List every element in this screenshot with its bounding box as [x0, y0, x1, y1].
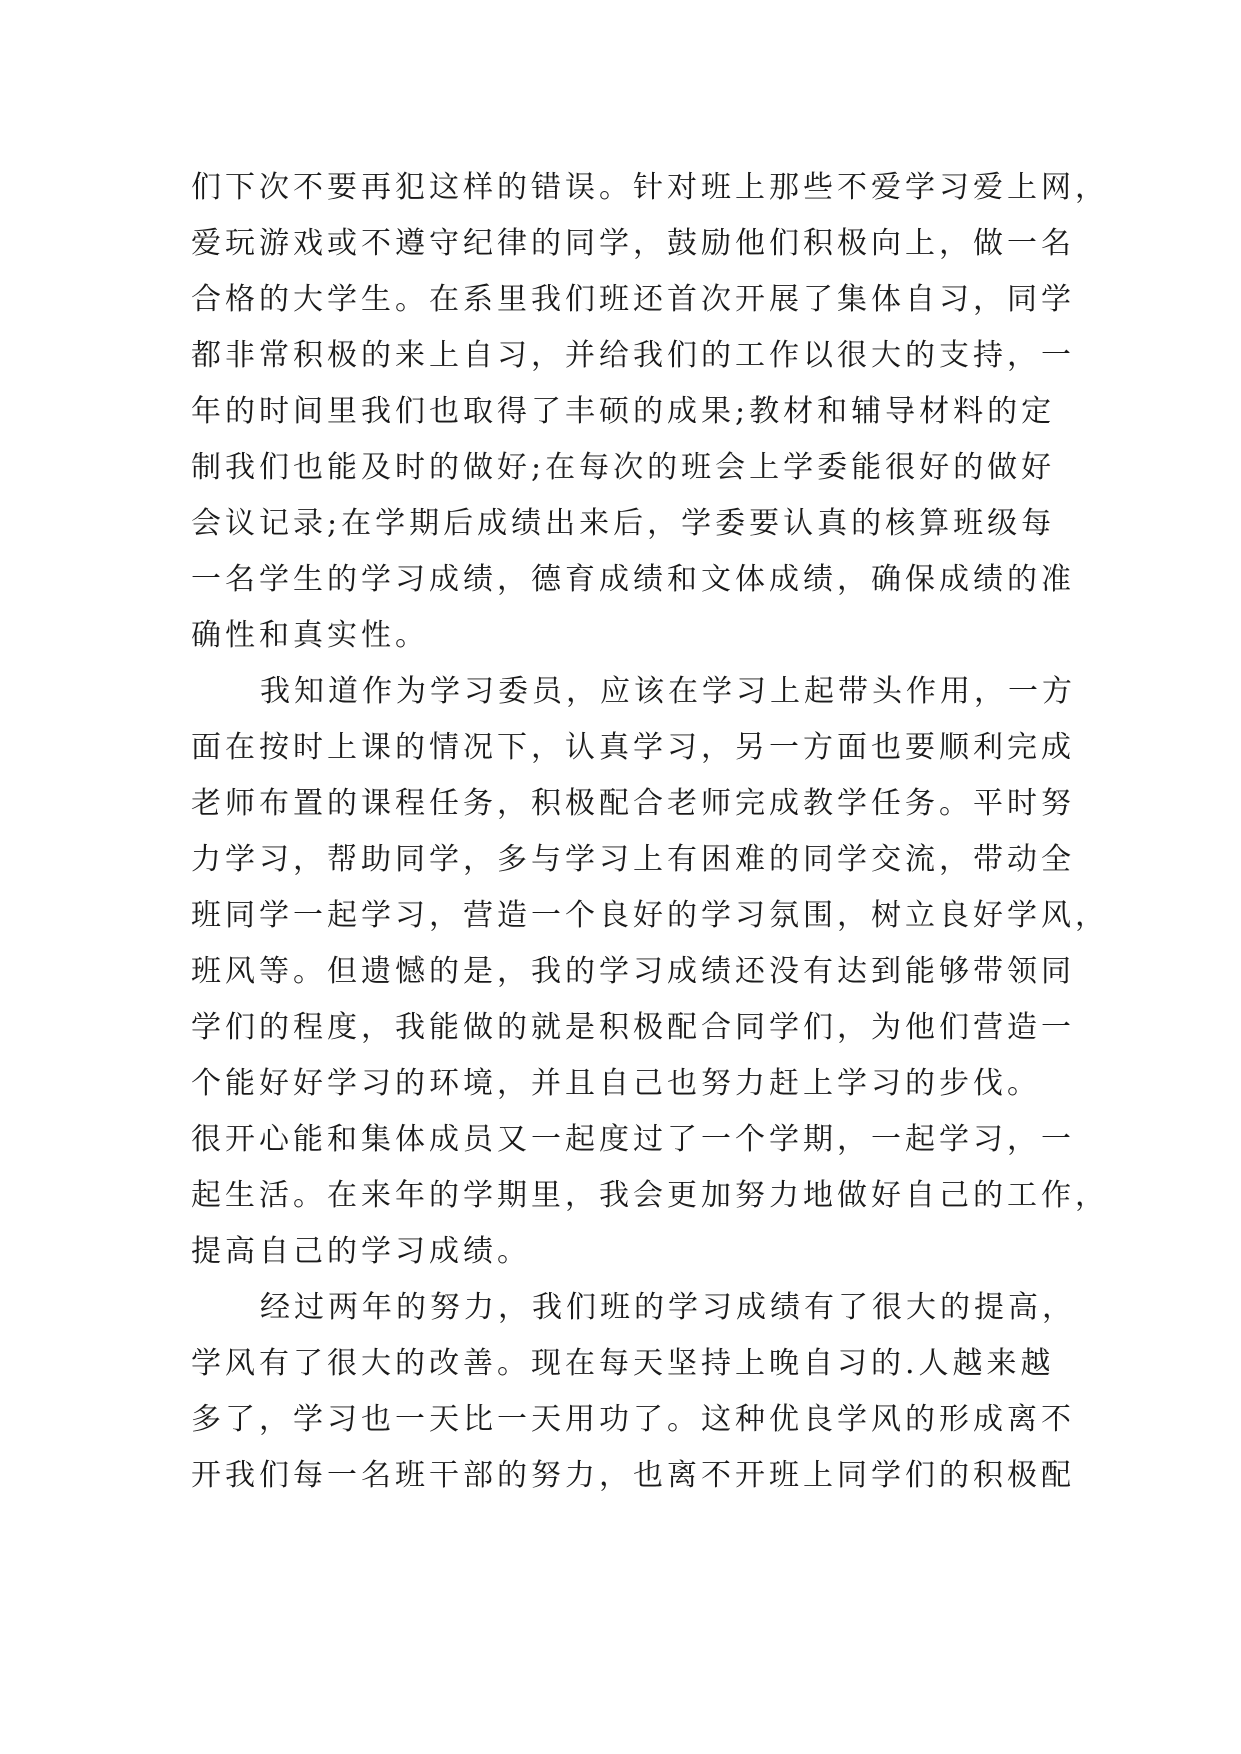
text-line: 我知道作为学习委员，应该在学习上起带头作用，一方 — [260, 674, 1076, 709]
text-line: 面在按时上课的情况下，认真学习，另一方面也要顺利完成 — [191, 730, 1075, 765]
text-line: 班风等。但遗憾的是，我的学习成绩还没有达到能够带领同 — [191, 954, 1075, 989]
paragraph-1 — [191, 160, 1109, 664]
text-line: 班同学一起学习，营造一个良好的学习氛围，树立良好学风， — [191, 898, 1109, 933]
text-line: 学们的程度，我能做的就是积极配合同学们，为他们营造一 — [191, 1010, 1075, 1045]
text-line: 提高自己的学习成绩。 — [191, 1234, 531, 1269]
document-body — [191, 160, 1109, 1504]
text-line: 多了，学习也一天比一天用功了。这种优良学风的形成离不 — [191, 1402, 1075, 1437]
text-line: 一名学生的学习成绩，德育成绩和文体成绩，确保成绩的准 — [191, 562, 1075, 597]
paragraph-2 — [191, 664, 1109, 1280]
text-line: 开我们每一名班干部的努力，也离不开班上同学们的积极配 — [191, 1458, 1075, 1493]
text-line: 们下次不要再犯这样的错误。针对班上那些不爱学习爱上网， — [191, 170, 1109, 205]
text-line: 个能好好学习的环境，并且自己也努力赶上学习的步伐。 — [191, 1066, 1041, 1101]
text-line: 老师布置的课程任务，积极配合老师完成教学任务。平时努 — [191, 786, 1075, 821]
text-line: 爱玩游戏或不遵守纪律的同学，鼓励他们积极向上，做一名 — [191, 226, 1075, 261]
text-line: 会议记录;在学期后成绩出来后，学委要认真的核算班级每 — [191, 506, 1056, 541]
text-line: 学风有了很大的改善。现在每天坚持上晚自习的.人越来越 — [191, 1346, 1055, 1381]
text-line: 起生活。在来年的学期里，我会更加努力地做好自己的工作， — [191, 1178, 1109, 1213]
text-line: 合格的大学生。在系里我们班还首次开展了集体自习，同学 — [191, 282, 1075, 317]
text-line: 都非常积极的来上自习，并给我们的工作以很大的支持，一 — [191, 338, 1075, 373]
text-line: 年的时间里我们也取得了丰硕的成果;教材和辅导材料的定 — [191, 394, 1056, 429]
text-line: 很开心能和集体成员又一起度过了一个学期，一起学习，一 — [191, 1122, 1075, 1157]
paragraph-3 — [191, 1280, 1091, 1504]
text-line: 确性和真实性。 — [191, 618, 429, 653]
text-line: 力学习，帮助同学，多与学习上有困难的同学交流，带动全 — [191, 842, 1075, 877]
text-line: 制我们也能及时的做好;在每次的班会上学委能很好的做好 — [191, 450, 1056, 485]
text-line: 经过两年的努力，我们班的学习成绩有了很大的提高， — [260, 1290, 1076, 1325]
